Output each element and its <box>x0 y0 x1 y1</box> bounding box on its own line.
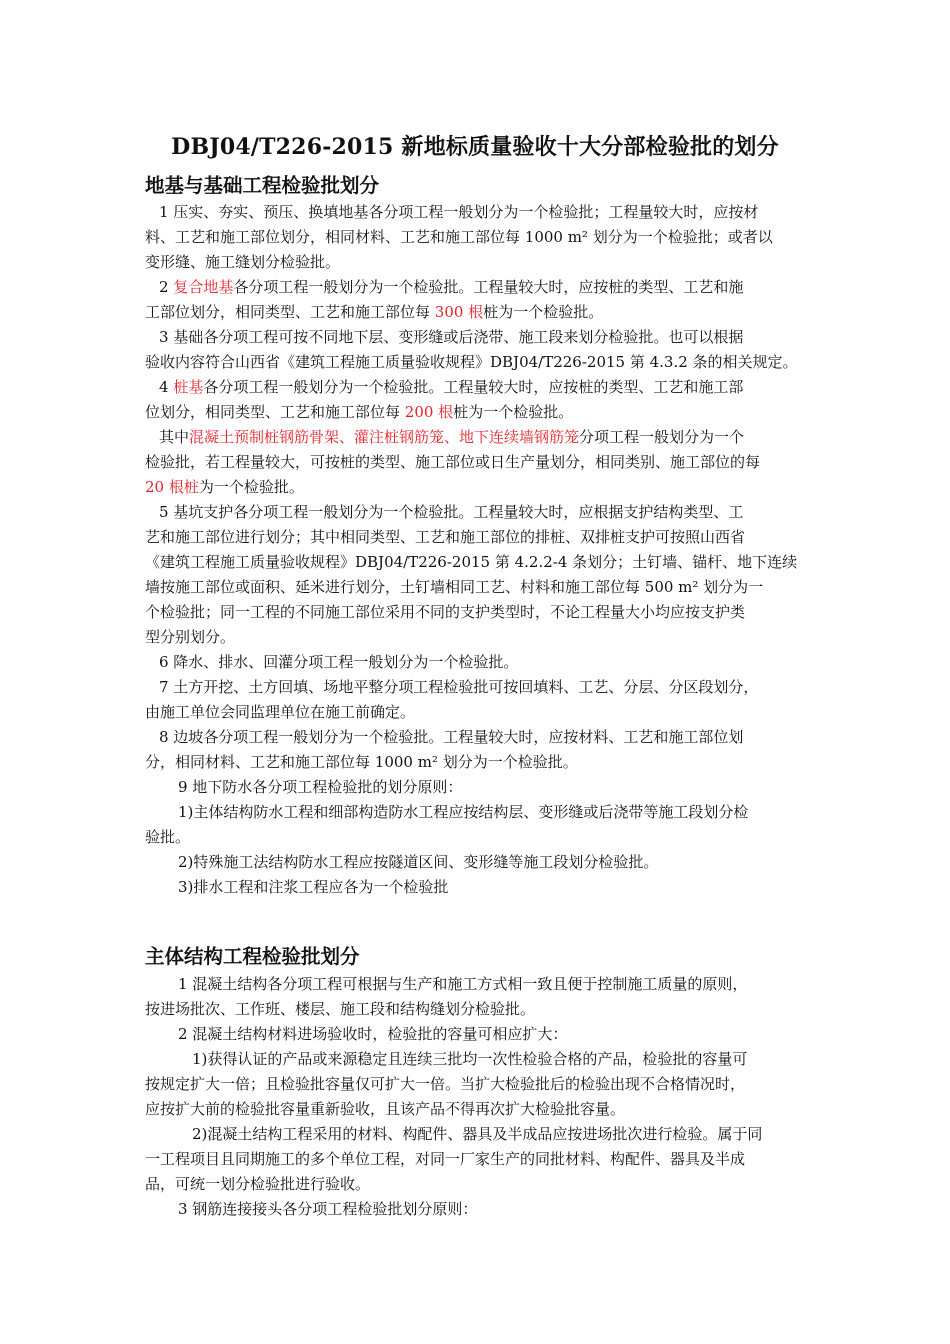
text-line <box>145 702 415 722</box>
text-segment: 桩为一个检验批。 <box>483 303 604 321</box>
text-line <box>145 627 235 647</box>
text-segment: 变形缝、施工缝划分检验批。 <box>145 253 341 271</box>
text-segment: 其中 <box>159 428 190 446</box>
text-segment: 验批。 <box>145 828 191 846</box>
text-line <box>145 974 747 994</box>
text-line <box>145 999 535 1019</box>
text-segment: 1 混凝土结构各分项工程可根据与生产和施工方式相一致且便于控制施工质量的原则， <box>178 975 748 993</box>
text-segment: 品，可统一划分检验批进行验收。 <box>145 1175 371 1193</box>
text-segment: 艺和施工部位进行划分；其中相同类型、工艺和施工部位的排桩、双排桩支护可按照山西省 <box>145 528 746 546</box>
text-line <box>145 252 340 272</box>
text-segment: 检验批，若工程量较大，可按桩的类型、施工部位或日生产量划分，相同类别、施工部位的每 <box>145 453 761 471</box>
text-segment: 个检验批；同一工程的不同施工部位采用不同的支护类型时，不论工程量大小均应按支护类 <box>145 603 746 621</box>
text-line <box>145 577 763 597</box>
text-line <box>145 227 773 247</box>
text-segment: 应按扩大前的检验批容量重新验收，且该产品不得再次扩大检验批容量。 <box>145 1100 626 1118</box>
text-segment: 位划分，相同类型、工艺和施工部位每 <box>145 403 405 421</box>
text-line <box>145 277 743 297</box>
text-line <box>145 452 760 472</box>
text-segment: 3)排水工程和注浆工程应各为一个检验批 <box>178 878 449 896</box>
text-line <box>145 527 745 547</box>
section-heading-foundation: 地基与基础工程检验批划分 <box>145 174 380 197</box>
text-segment: 《建筑工程施工质量验收规程》DBJ04/T226-2015 第 4.2.2-4 条划分；土钉墙、锚杆、地下连续 <box>145 553 798 571</box>
text-line <box>145 352 798 372</box>
text-segment: 按规定扩大一倍；且检验批容量仅可扩大一倍。当扩大检验批后的检验出现不合格情况时， <box>145 1075 746 1093</box>
text-line <box>145 1024 567 1044</box>
text-segment: 工部位划分，相同类型、工艺和施工部位每 <box>145 303 435 321</box>
text-line <box>145 1099 625 1119</box>
section-heading-main-structure: 主体结构工程检验批划分 <box>145 945 360 968</box>
text-line <box>145 752 578 772</box>
highlighted-text: 混凝土预制桩钢筋骨架、灌注桩钢筋笼、地下连续墙钢筋笼 <box>189 428 580 446</box>
text-segment: 1)获得认证的产品或来源稳定且连续三批均一次性检验合格的产品，检验批的容量可 <box>192 1050 748 1068</box>
text-line <box>145 1049 747 1069</box>
text-line <box>145 1074 745 1094</box>
text-segment: 1)主体结构防水工程和细部构造防水工程应按结构层、变形缝或后浇带等施工段划分检 <box>178 803 749 821</box>
text-segment: 料、工艺和施工部位划分，相同材料、工艺和施工部位每 1000 m² 划分为一个检验批；或者以 <box>145 228 773 246</box>
text-segment: 一工程项目且同期施工的多个单位工程，对同一厂家生产的同批材料、构配件、器具及半成 <box>145 1150 746 1168</box>
text-line <box>145 502 743 522</box>
text-segment: 分项工程一般划分为一个 <box>579 428 745 446</box>
text-line <box>145 427 744 447</box>
text-line <box>145 652 518 672</box>
text-line <box>145 827 190 847</box>
text-segment: 1 压实、夯实、预压、换填地基各分项工程一般划分为一个检验批；工程量较大时，应按材 <box>159 203 759 221</box>
text-line <box>145 202 758 222</box>
text-segment: 按进场批次、工作班、楼层、施工段和结构缝划分检验批。 <box>145 1000 536 1018</box>
text-segment: 8 边坡各分项工程一般划分为一个检验批。工程量较大时，应按材料、工艺和施工部位划 <box>159 728 744 746</box>
highlighted-text: 300 根 <box>434 303 484 321</box>
text-line <box>145 852 658 872</box>
highlighted-text: 20 根桩 <box>145 478 199 496</box>
text-segment: 由施工单位会同监理单位在施工前确定。 <box>145 703 416 721</box>
text-line <box>145 327 743 347</box>
text-segment: 2 <box>159 278 174 296</box>
document-title: DBJ04/T226-2015 新地标质量验收十大分部检验批的划分 <box>171 134 779 160</box>
text-segment: 4 <box>159 378 174 396</box>
text-line <box>145 777 462 797</box>
text-line <box>145 1199 477 1219</box>
text-segment: 墙按施工部位或面积、延米进行划分，土钉墙相同工艺、村料和施工部位每 500 m² 划分为一 <box>145 578 764 596</box>
text-line <box>145 877 448 897</box>
text-segment: 6 降水、排水、回灌分项工程一般划分为一个检验批。 <box>159 653 519 671</box>
text-line <box>145 1149 745 1169</box>
text-segment: 各分项工程一般划分为一个检验批。工程量较大时，应按桩的类型、工艺和施工部 <box>203 378 744 396</box>
text-line <box>145 302 603 322</box>
text-segment: 7 土方开挖、土方回填、场地平整分项工程检验批可按回填料、工艺、分层、分区段划分， <box>159 678 759 696</box>
text-segment: 2)特殊施工法结构防水工程应按隧道区间、变形缝等施工段划分检验批。 <box>178 853 659 871</box>
highlighted-text: 复合地基 <box>173 278 234 296</box>
text-line <box>145 402 573 422</box>
text-segment: 各分项工程一般划分为一个检验批。工程量较大时，应按桩的类型、工艺和施 <box>233 278 744 296</box>
text-segment: 验收内容符合山西省《建筑工程施工质量验收规程》DBJ04/T226-2015 第 4.3.2 条的相关规定。 <box>145 353 798 371</box>
text-line <box>145 802 748 822</box>
highlighted-text: 200 根 <box>404 403 454 421</box>
text-line <box>145 1174 370 1194</box>
text-segment: 3 基础各分项工程可按不同地下层、变形缝或后浇带、施工段来划分检验批。也可以根据 <box>159 328 744 346</box>
text-segment: 2)混凝土结构工程采用的材料、构配件、器具及半成品应按进场批次进行检验。属于同 <box>192 1125 763 1143</box>
text-segment: 为一个检验批。 <box>198 478 304 496</box>
text-segment: 桩为一个检验批。 <box>453 403 574 421</box>
text-line <box>145 477 304 497</box>
text-line <box>145 377 743 397</box>
text-line <box>145 727 743 747</box>
text-line <box>145 602 745 622</box>
text-segment: 3 钢筋连接接头各分项工程检验批划分原则： <box>178 1200 478 1218</box>
text-segment: 9 地下防水各分项工程检验批的划分原则： <box>178 778 463 796</box>
text-segment: 分，相同材料、工艺和施工部位每 1000 m² 划分为一个检验批。 <box>145 753 578 771</box>
text-line <box>145 677 758 697</box>
text-segment: 型分别划分。 <box>145 628 236 646</box>
text-line <box>145 1124 762 1144</box>
text-segment: 5 基坑支护各分项工程一般划分为一个检验批。工程量较大时，应根据支护结构类型、工 <box>159 503 744 521</box>
highlighted-text: 桩基 <box>173 378 204 396</box>
text-segment: 2 混凝土结构材料进场验收时，检验批的容量可相应扩大： <box>178 1025 568 1043</box>
text-line <box>145 552 797 572</box>
